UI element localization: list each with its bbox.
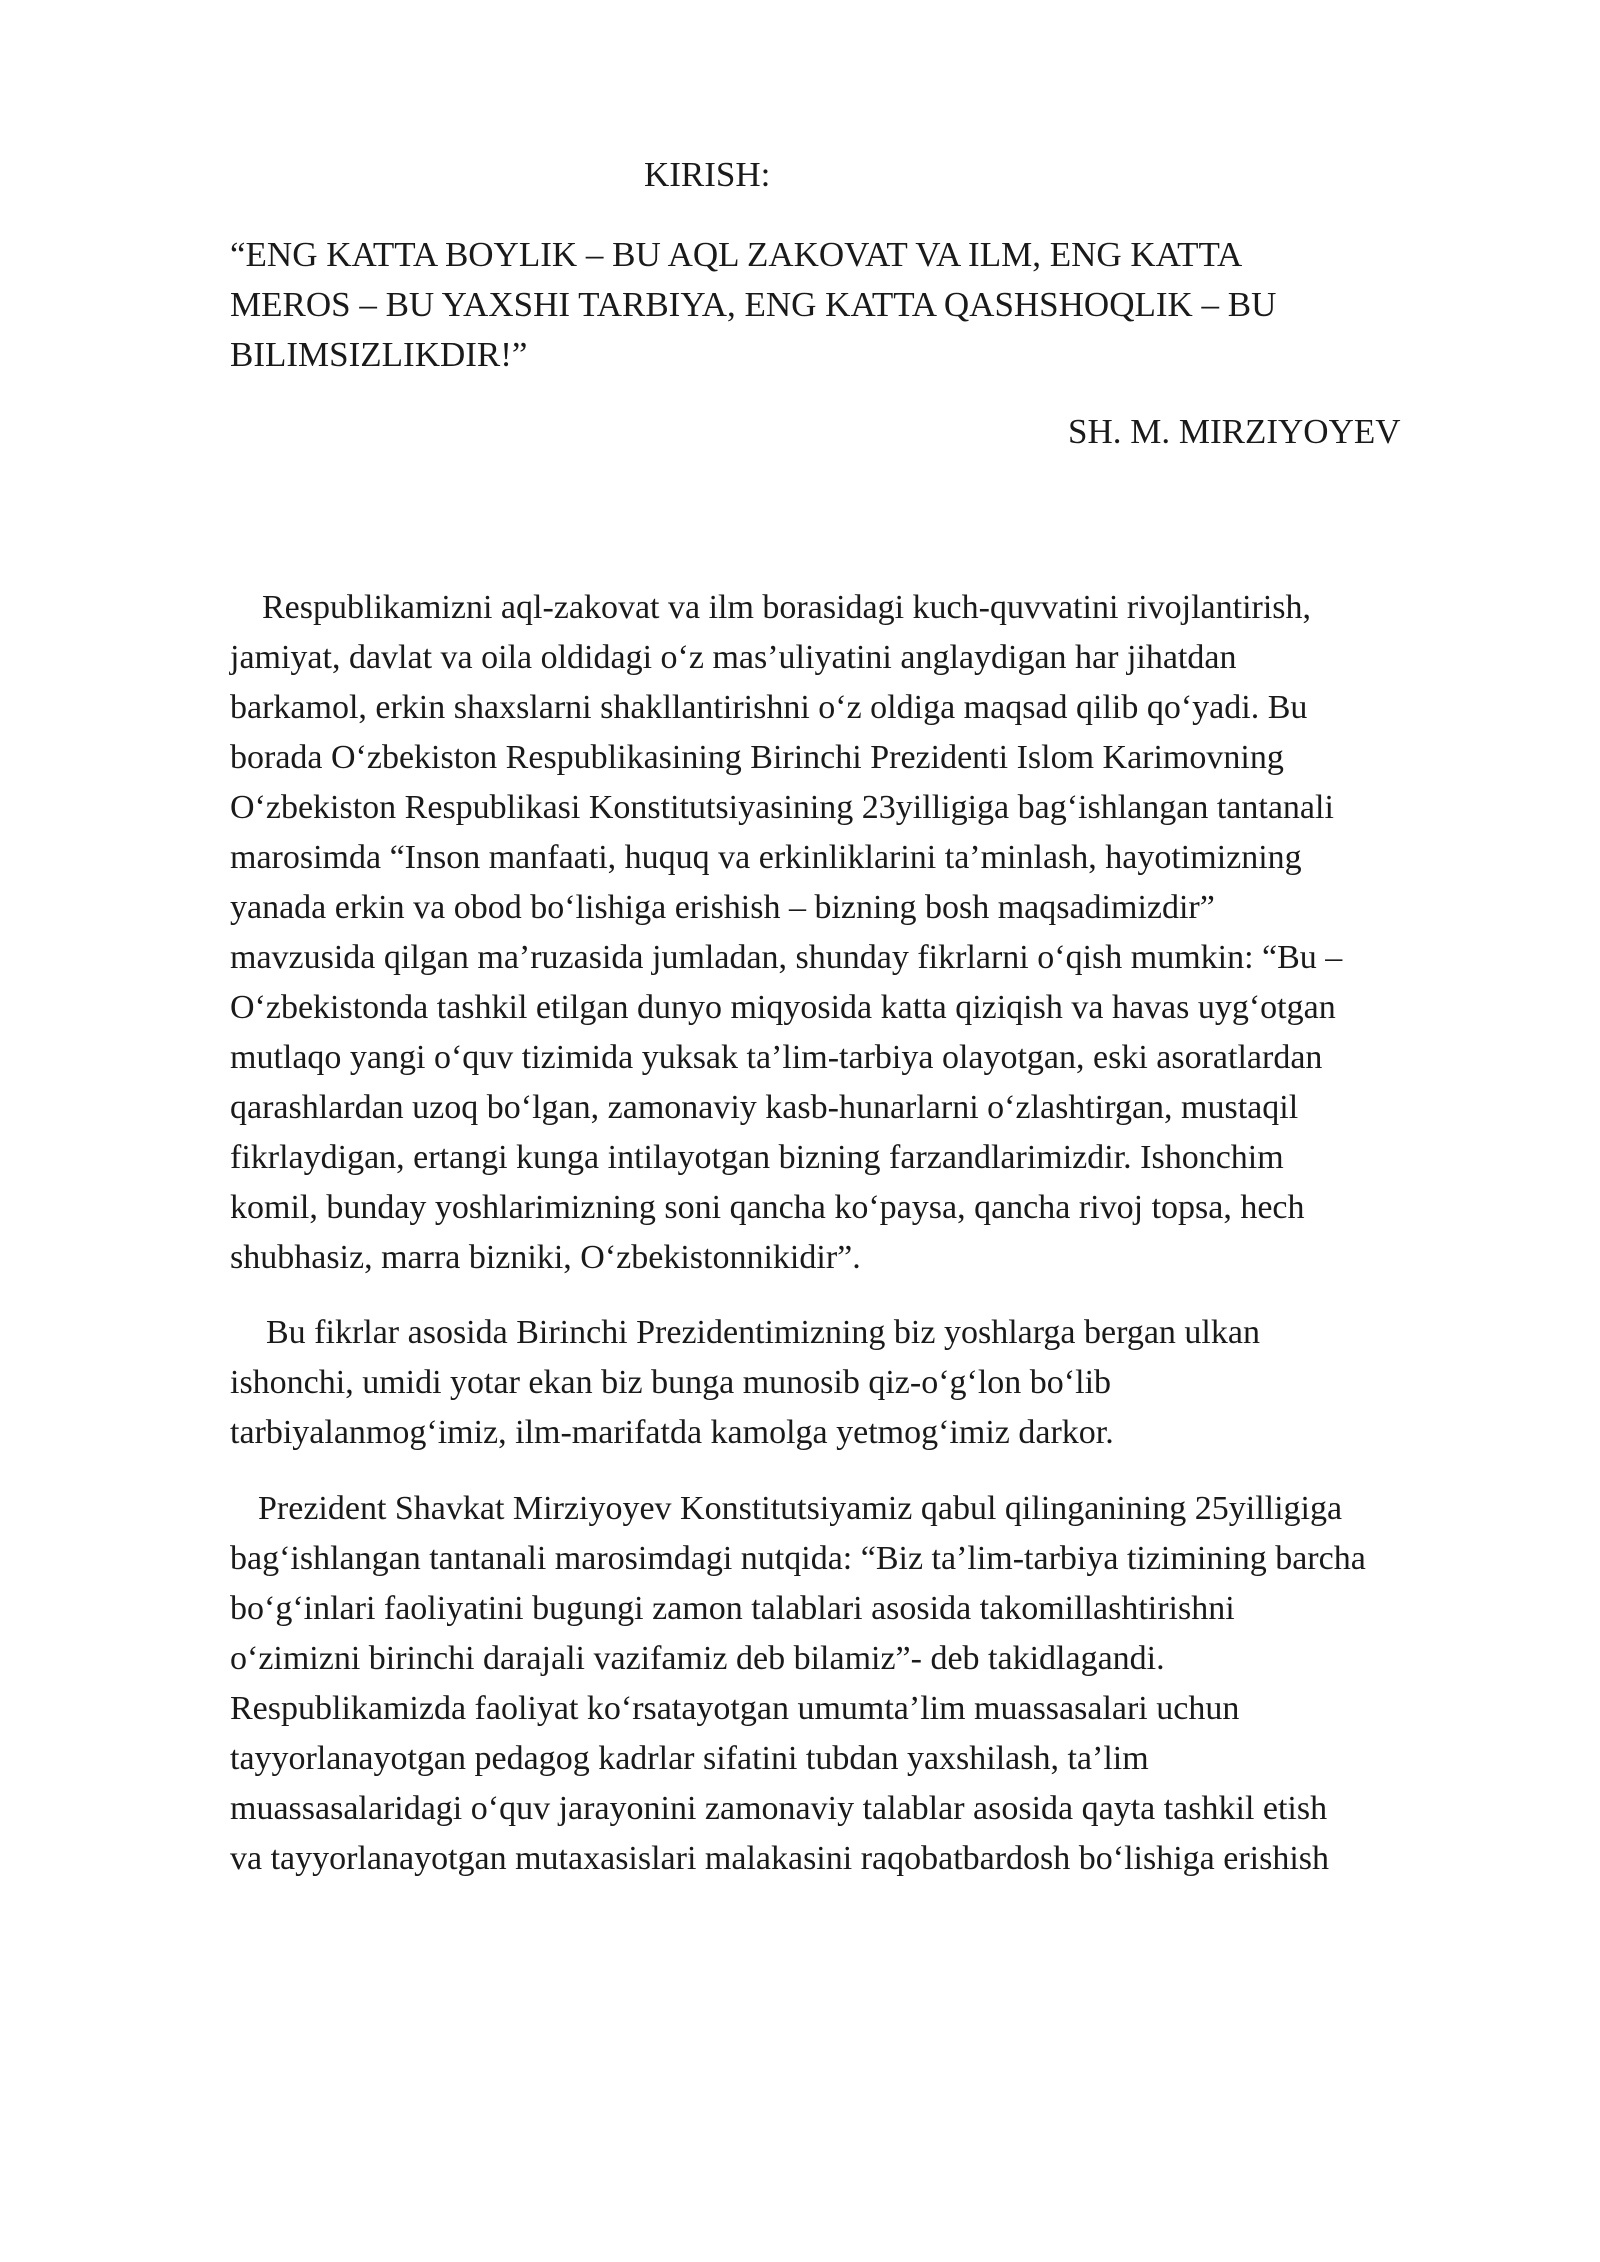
paragraph-line: bag‘ishlangan tantanali marosimdagi nutqida: “Biz ta’lim-tarbiya tizimining barcha <box>230 1540 1366 1577</box>
paragraph-line: tarbiyalanmog‘imiz, ilm-marifatda kamolga yetmog‘imiz darkor. <box>230 1414 1114 1451</box>
paragraph-line: Respublikamizni aql-zakovat va ilm borasidagi kuch-quvvatini rivojlantirish, <box>262 589 1312 626</box>
paragraph-line: Bu fikrlar asosida Birinchi Prezidentimizning biz yoshlarga bergan ulkan <box>266 1314 1260 1351</box>
paragraph-line: shubhasiz, marra bizniki, O‘zbekistonnikidir”. <box>230 1239 861 1276</box>
epigraph-line: BILIMSIZLIKDIR!” <box>230 335 528 374</box>
epigraph-line: MEROS – BU YAXSHI TARBIYA, ENG KATTA QASHSHOQLIK – BU <box>230 285 1277 324</box>
paragraph-line: mutlaqo yangi o‘quv tizimida yuksak ta’lim-tarbiya olayotgan, eski asoratlardan <box>230 1039 1323 1076</box>
epigraph-author: SH. M. MIRZIYOYEV <box>1068 412 1401 451</box>
paragraph-line: va tayyorlanayotgan mutaxasislari malakasini raqobatbardosh bo‘lishiga erishish <box>230 1840 1330 1877</box>
paragraph <box>230 583 1530 1283</box>
paragraph-line: Respublikamizda faoliyat ko‘rsatayotgan umumta’lim muassasalari uchun <box>230 1690 1240 1727</box>
paragraph-line: fikrlaydigan, ertangi kunga intilayotgan bizning farzandlarimizdir. Ishonchim <box>230 1139 1284 1176</box>
paragraph-line: borada O‘zbekiston Respublikasining Birinchi Prezidenti Islom Karimovning <box>230 739 1284 776</box>
paragraph-line: yanada erkin va obod bo‘lishiga erishish – bizning bosh maqsadimizdir” <box>230 889 1215 926</box>
epigraph-line: “ENG KATTA BOYLIK – BU AQL ZAKOVAT VA ILM, ENG KATTA <box>230 235 1243 274</box>
paragraph-line: muassasalaridagi o‘quv jarayonini zamonaviy talablar asosida qayta tashkil etish <box>230 1790 1328 1827</box>
paragraph-line: O‘zbekistonda tashkil etilgan dunyo miqyosida katta qiziqish va havas uyg‘otgan <box>230 989 1336 1026</box>
paragraph-line: komil, bunday yoshlarimizning soni qancha ko‘paysa, qancha rivoj topsa, hech <box>230 1189 1305 1226</box>
paragraph-line: jamiyat, davlat va oila oldidagi o‘z mas’uliyatini anglaydigan har jihatdan <box>230 639 1237 676</box>
paragraph-line: qarashlardan uzoq bo‘lgan, zamonaviy kasb-hunarlarni o‘zlashtirgan, mustaqil <box>230 1089 1299 1126</box>
paragraph <box>230 1308 1530 1458</box>
paragraph-line: Prezident Shavkat Mirziyoyev Konstitutsiyamiz qabul qilinganining 25yilligiga <box>258 1490 1343 1527</box>
paragraph-line: ishonchi, umidi yotar ekan biz bunga munosib qiz-o‘g‘lon bo‘lib <box>230 1364 1112 1401</box>
epigraph-quote <box>230 230 1480 380</box>
paragraph-line: tayyorlanayotgan pedagog kadrlar sifatini tubdan yaxshilash, ta’lim <box>230 1740 1149 1777</box>
section-heading: KIRISH: <box>644 155 771 194</box>
paragraph-line: barkamol, erkin shaxslarni shakllantirishni o‘z oldiga maqsad qilib qo‘yadi. Bu <box>230 689 1308 726</box>
paragraph-line: o‘zimizni birinchi darajali vazifamiz deb bilamiz”- deb takidlagandi. <box>230 1640 1165 1677</box>
paragraph-line: bo‘g‘inlari faoliyatini bugungi zamon talablari asosida takomillashtirishni <box>230 1590 1235 1627</box>
paragraph <box>230 1484 1530 1884</box>
paragraph-line: O‘zbekiston Respublikasi Konstitutsiyasining 23yilligiga bag‘ishlangan tantanali <box>230 789 1334 826</box>
paragraph-line: mavzusida qilgan ma’ruzasida jumladan, shunday fikrlarni o‘qish mumkin: “Bu – <box>230 939 1343 976</box>
paragraph-line: marosimda “Inson manfaati, huquq va erkinliklarini ta’minlash, hayotimizning <box>230 839 1302 876</box>
